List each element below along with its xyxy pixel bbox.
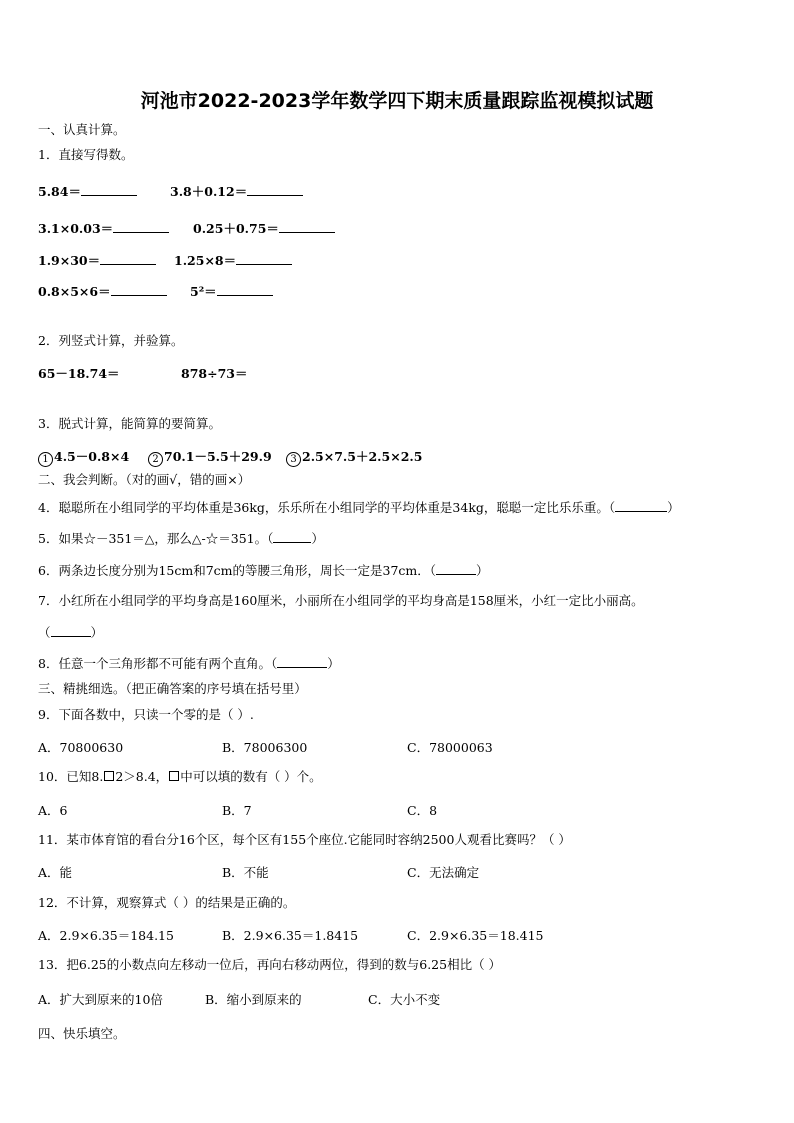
answer-blank[interactable] [277, 655, 327, 668]
q2-item-1: 65－18.74＝ [38, 366, 120, 381]
q10-option-c[interactable]: C．8 [407, 803, 438, 818]
page-title: 河池市2022-2023学年数学四下期末质量跟踪监视模拟试题 [140, 90, 654, 112]
q13-option-c[interactable]: C．大小不变 [368, 992, 441, 1007]
q1-item-5: 1.9×30＝ [38, 251, 156, 269]
q10-option-a[interactable]: A．6 [38, 803, 68, 818]
question-3-stem: 3．脱式计算，能简算的要简算。 [38, 416, 221, 431]
q11-option-a[interactable]: A．能 [38, 865, 73, 880]
question-2-stem: 2．列竖式计算，并验算。 [38, 333, 184, 348]
answer-blank[interactable] [436, 562, 476, 575]
q1-item-4: 0.25＋0.75＝ [193, 219, 335, 237]
circled-number: 2 [148, 452, 163, 467]
blank-box-icon [169, 771, 179, 781]
question-4: 4．聪聪所在小组同学的平均体重是36kg，乐乐所在小组同学的平均体重是34kg，聪聪一定比乐乐重。（ ） [38, 500, 680, 515]
q3-item-2: 2 70.1－5.5＋29.9 [148, 447, 272, 467]
answer-blank[interactable] [217, 283, 273, 296]
q11-option-b[interactable]: B．不能 [222, 865, 269, 880]
answer-blank[interactable] [273, 530, 311, 543]
answer-blank[interactable] [279, 220, 335, 233]
question-7: 7．小红所在小组同学的平均身高是160厘米，小丽所在小组同学的平均身高是158厘米，小红一定比小丽高。 [38, 593, 644, 608]
circled-number: 1 [38, 452, 53, 467]
q12-option-a[interactable]: A．2.9×6.35＝184.15 [38, 928, 174, 943]
q2-item-2: 878÷73＝ [181, 366, 248, 381]
answer-blank[interactable] [247, 183, 303, 196]
answer-blank[interactable] [236, 252, 292, 265]
answer-blank[interactable] [111, 283, 167, 296]
answer-blank[interactable] [100, 252, 156, 265]
answer-blank[interactable] [81, 183, 137, 196]
answer-blank[interactable] [51, 624, 91, 637]
q11-option-c[interactable]: C．无法确定 [407, 865, 480, 880]
q1-item-7: 0.8×5×6＝ [38, 282, 167, 300]
q9-option-b[interactable]: B．78006300 [222, 740, 308, 755]
section-heading-4: 四、快乐填空。 [38, 1026, 126, 1041]
question-12-stem: 12．不计算，观察算式（ ）的结果是正确的。 [38, 895, 296, 910]
question-5: 5．如果☆－351＝△，那么△-☆＝351。（ ） [38, 531, 324, 546]
question-8: 8．任意一个三角形都不可能有两个直角。（ ） [38, 656, 340, 671]
q1-item-6: 1.25×8＝ [174, 251, 292, 269]
q1-item-1: 5.84＝ [38, 182, 137, 200]
section-heading-1: 一、认真计算。 [38, 122, 126, 137]
q3-item-3: 3 2.5×7.5＋2.5×2.5 [286, 447, 422, 467]
q12-option-b[interactable]: B．2.9×6.35＝1.8415 [222, 928, 359, 943]
section-heading-2: 二、我会判断。（对的画√，错的画×） [38, 472, 251, 487]
q1-item-8: 5²＝ [190, 282, 273, 300]
blank-box-icon [104, 771, 114, 781]
q13-option-a[interactable]: A．扩大到原来的10倍 [38, 992, 163, 1007]
q13-option-b[interactable]: B．缩小到原来的 [205, 992, 302, 1007]
q9-option-a[interactable]: A．70800630 [38, 740, 124, 755]
q1-item-2: 3.8＋0.12＝ [170, 182, 303, 200]
q3-item-1: 1 4.5－0.8×4 [38, 447, 129, 467]
question-13-stem: 13．把6.25的小数点向左移动一位后，再向右移动两位，得到的数与6.25相比（ ） [38, 957, 502, 972]
question-11-stem: 11．某市体育馆的看台分16个区，每个区有155个座位.它能同时容纳2500人观看比赛吗？（ ） [38, 832, 571, 847]
q10-option-b[interactable]: B．7 [222, 803, 252, 818]
question-1-stem: 1．直接写得数。 [38, 147, 134, 162]
question-7-answer: （ ） [38, 625, 104, 640]
question-10-stem: 10．已知8. 2＞8.4， 中可以填的数有（ ）个。 [38, 769, 322, 784]
q1-item-3: 3.1×0.03＝ [38, 219, 169, 237]
question-9-stem: 9．下面各数中，只读一个零的是（ ）. [38, 707, 254, 722]
q9-option-c[interactable]: C．78000063 [407, 740, 493, 755]
q12-option-c[interactable]: C．2.9×6.35＝18.415 [407, 928, 544, 943]
answer-blank[interactable] [113, 220, 169, 233]
circled-number: 3 [286, 452, 301, 467]
section-heading-3: 三、精挑细选。（把正确答案的序号填在括号里） [38, 681, 307, 696]
question-6: 6．两条边长度分别为15cm和7cm的等腰三角形，周长一定是37cm．（ ） [38, 563, 489, 578]
answer-blank[interactable] [615, 499, 667, 512]
